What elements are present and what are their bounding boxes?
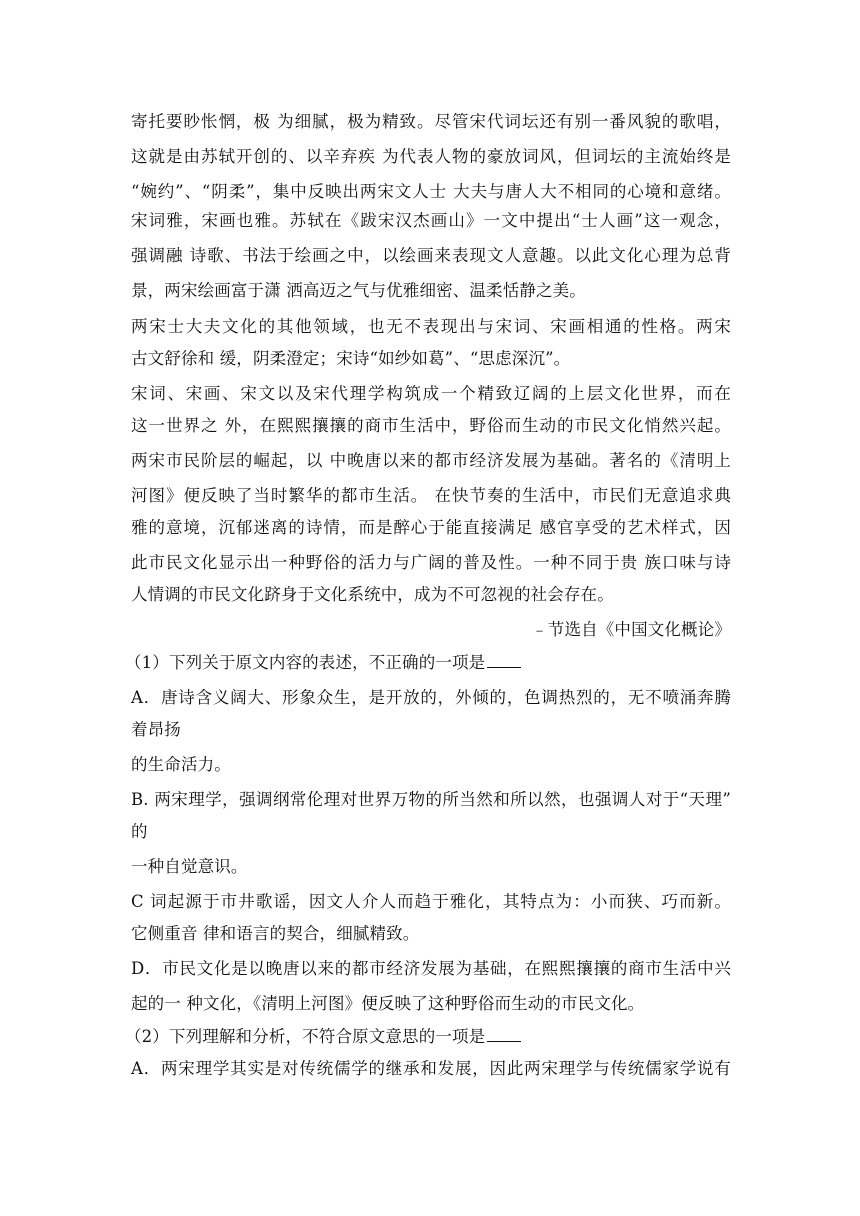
- text-line: 寄托要眇怅惘，极 为细腻，极为精致。尽管宋代词坛还有别一番风貌的歌唱，: [131, 112, 731, 131]
- text-line: 此市民文化显示出一种野俗的活力与广阔的普及性。一种不同于贵 族口味与诗: [131, 553, 731, 572]
- text-line: 河图》便反映了当时繁华的都市生活。 在快节奏的生活中，市民们无意追求典: [131, 486, 731, 505]
- question-1: [125, 653, 725, 673]
- question-1-text: （1）下列关于原文内容的表述，不正确的一项是: [125, 653, 486, 672]
- option-a-line: A．唐诗含义阔大、形象众生，是开放的，外倾的，色调热烈的，无不喷涌奔腾: [131, 688, 731, 707]
- text-line: 两宋市民阶层的崛起，以 中晚唐以来的都市经济发展为基础。著名的《清明上: [131, 451, 731, 470]
- source-citation: ﹣节选自《中国文化概论》: [531, 620, 731, 639]
- text-line: 这一世界之 外，在熙熙攘攘的商市生活中，野俗而生动的市民文化悄然兴起。: [131, 416, 731, 435]
- answer-blank: [487, 653, 521, 668]
- option-a-line: 的生命活力。: [131, 755, 231, 774]
- option-c-line: 它侧重音 律和语言的契合，细腻精致。: [131, 924, 420, 943]
- option-a-line: 着昂扬: [131, 720, 181, 739]
- question-2: [125, 1027, 725, 1047]
- text-line: 两宋士大夫文化的其他领域，也无不表现出与宋词、宋画相通的性格。两宋: [131, 317, 731, 336]
- option-c-line: C 词起源于市井歌谣，因文人介人而趋于雅化，其特点为：小而狭、巧而新。: [131, 892, 731, 911]
- text-line: 宋词、宋画、宋文以及宋代理学构筑成一个精致辽阔的上层文化世界，而在: [131, 384, 731, 403]
- text-line: “婉约”、“阴柔”，集中反映出两宋文人士 大夫与唐人大不相同的心境和意绪。: [131, 182, 731, 201]
- option-b-line: 一种自觉意识。: [131, 857, 248, 876]
- option-a-line: A．两宋理学其实是对传统儒学的继承和发展，因此两宋理学与传统儒家学说有: [131, 1059, 731, 1078]
- option-d-line: D．市民文化是以晚唐以来的都市经济发展为基础，在熙熙攘攘的商市生活中兴: [131, 959, 731, 978]
- text-line: 人情调的市民文化跻身于文化系统中，成为不可忽视的社会存在。: [131, 585, 614, 604]
- question-2-text: （2）下列理解和分析，不符合原文意思的一项是: [125, 1027, 486, 1046]
- option-d-line: 起的一 种文化，《清明上河图》便反映了这种野俗而生动的市民文化。: [131, 994, 645, 1013]
- text-line: 景，两宋绘画富于潇 洒高迈之气与优雅细密、温柔恬静之美。: [131, 281, 586, 300]
- text-line: 这就是由苏轼开创的、以辛弃疾 为代表人物的豪放词风，但词坛的主流始终是: [131, 147, 731, 166]
- option-b-line: B. 两宋理学，强调纲常伦理对世界万物的所当然和所以然，也强调人对于“天理”: [131, 790, 731, 809]
- option-b-line: 的: [131, 822, 148, 841]
- text-line: 古文舒徐和 缓，阴柔澄定；宋诗“如纱如葛”、“思虑深沉”。: [131, 349, 571, 368]
- answer-blank: [487, 1027, 521, 1042]
- text-line: 宋词雅，宋画也雅。苏轼在《跋宋汉杰画山》一文中提出“士人画”这一观念，: [131, 211, 731, 230]
- text-line: 雅的意境，沉郁迷离的诗情，而是醉心于能直接满足 感官享受的艺术样式，因: [131, 518, 731, 537]
- text-line: 强调融 诗歌、书法于绘画之中，以绘画来表现文人意趣。以此文化心理为总背: [131, 246, 731, 265]
